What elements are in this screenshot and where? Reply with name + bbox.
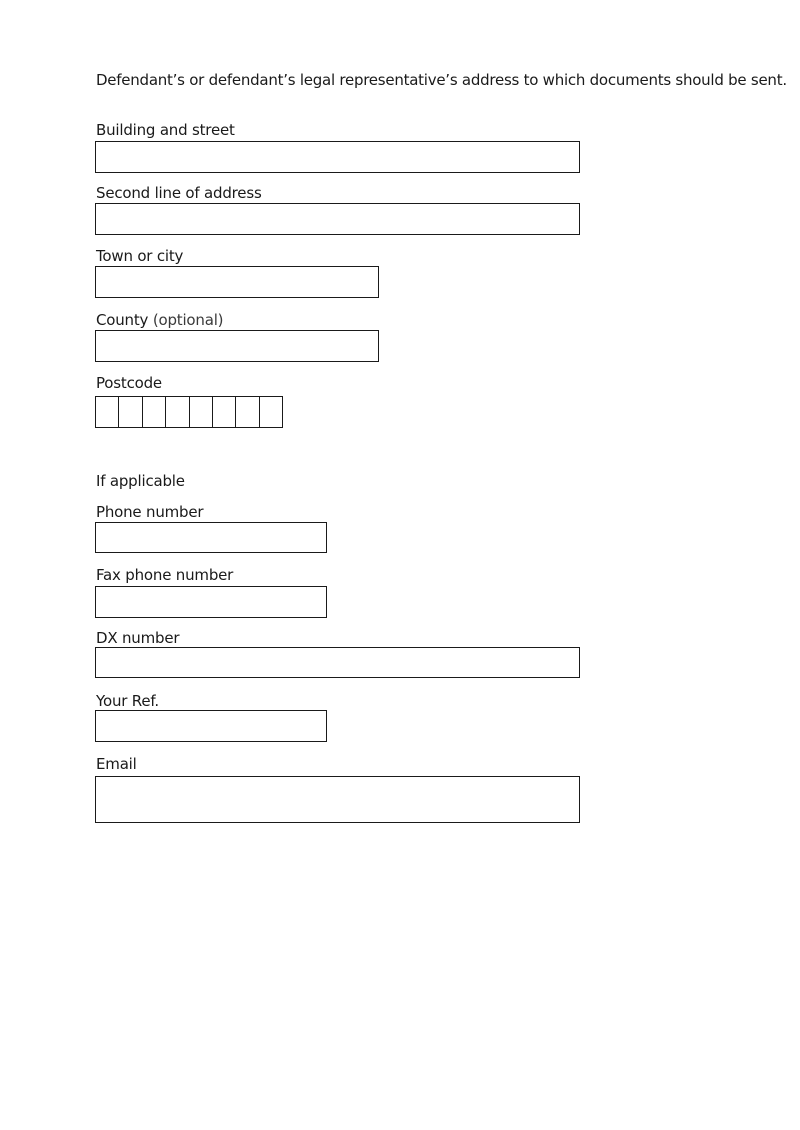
county-label-text: County [96, 311, 149, 329]
postcode-cell[interactable] [190, 397, 213, 427]
postcode-cell[interactable] [260, 397, 282, 427]
fax-input[interactable] [95, 586, 327, 618]
town-city-input[interactable] [95, 266, 379, 298]
postcode-cell[interactable] [166, 397, 189, 427]
postcode-cell[interactable] [236, 397, 259, 427]
your-ref-input[interactable] [95, 710, 327, 742]
dx-input[interactable] [95, 647, 580, 678]
building-street-input[interactable] [95, 141, 580, 173]
phone-input[interactable] [95, 522, 327, 553]
email-label: Email [96, 755, 137, 773]
second-line-label: Second line of address [96, 184, 262, 202]
second-line-input[interactable] [95, 203, 580, 235]
county-label [96, 311, 223, 329]
dx-label: DX number [96, 629, 180, 647]
county-input[interactable] [95, 330, 379, 362]
fax-label: Fax phone number [96, 566, 234, 584]
if-applicable-heading: If applicable [96, 472, 185, 490]
your-ref-label: Your Ref. [96, 692, 159, 710]
phone-label: Phone number [96, 503, 204, 521]
postcode-cell[interactable] [213, 397, 236, 427]
email-input[interactable] [95, 776, 580, 823]
postcode-label: Postcode [96, 374, 162, 392]
building-street-label: Building and street [96, 121, 235, 139]
intro-text: Defendant’s or defendant’s legal representative’s address to which documents should be sent. [96, 71, 787, 89]
postcode-cell[interactable] [119, 397, 142, 427]
town-city-label: Town or city [96, 247, 184, 265]
postcode-input[interactable] [95, 396, 283, 428]
postcode-cell[interactable] [96, 397, 119, 427]
county-optional-note: (optional) [152, 311, 224, 329]
postcode-cell[interactable] [143, 397, 166, 427]
